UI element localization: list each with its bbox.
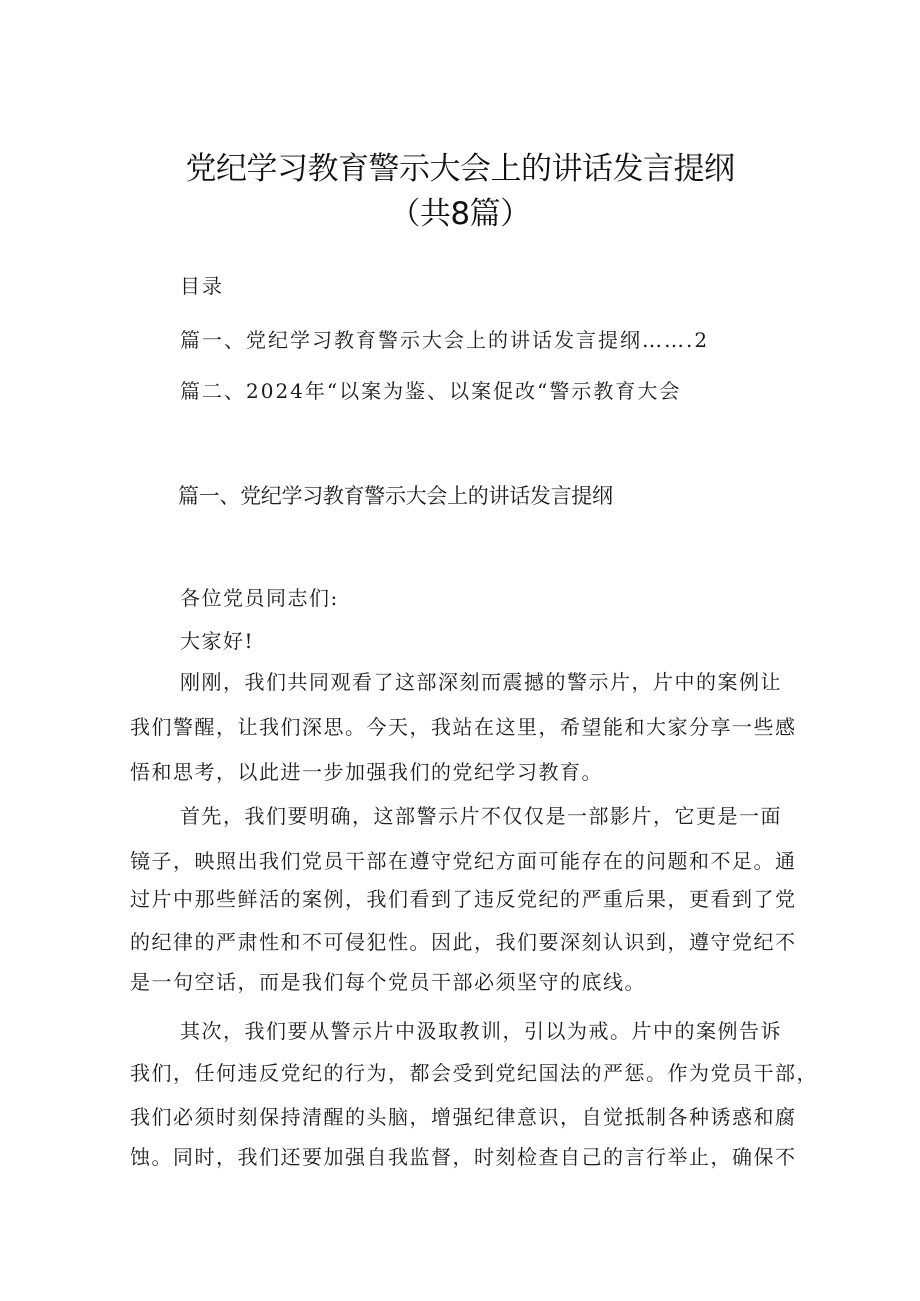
salutation: 各位党员同志们: xyxy=(180,586,339,610)
toc-item: 篇一、党纪学习教育警示大会上的讲话发言提纲…….2 xyxy=(180,328,710,352)
paragraph-line: 首先，我们要明确，这部警示片不仅仅是一部影片，它更是一面 xyxy=(180,804,782,828)
paragraph-line: 蚀。同时，我们还要加强自我监督，时刻检查自己的言行举止，确保不 xyxy=(130,1145,797,1169)
paragraph-line: 的纪律的严肃性和不可侵犯性。因此，我们要深刻认识到，遵守党纪不 xyxy=(130,930,797,954)
document-title: 党纪学习教育警示大会上的讲话发言提纲 xyxy=(185,151,735,187)
paragraph-line: 过片中那些鲜活的案例，我们看到了违反党纪的严重后果，更看到了党 xyxy=(130,887,797,911)
toc-item: 篇二、2024年“以案为鉴、以案促改“警示教育大会 xyxy=(180,379,682,403)
paragraph-line: 我们，任何违反党纪的行为，都会受到党纪国法的严惩。作为党员干部， xyxy=(130,1061,818,1085)
toc-heading: 目录 xyxy=(180,274,224,298)
paragraph-line: 我们必须时刻保持清醒的头脑，增强纪律意识，自觉抵制各种诱惑和腐 xyxy=(130,1105,797,1129)
paragraph-line: 刚刚，我们共同观看了这部深刻而震撼的警示片，片中的案例让 xyxy=(180,670,782,694)
paragraph-line: 是一句空话，而是我们每个党员干部必须坚守的底线。 xyxy=(130,970,646,994)
paragraph-line: 悟和思考，以此进一步加强我们的党纪学习教育。 xyxy=(130,760,603,784)
section-heading: 篇一、党纪学习教育警示大会上的讲话发言提纲 xyxy=(178,484,613,508)
paragraph-line: 其次，我们要从警示片中汲取教训，引以为戒。片中的案例告诉 xyxy=(180,1019,782,1043)
paragraph-line: 我们警醒，让我们深思。今天，我站在这里，希望能和大家分享一些感 xyxy=(130,715,797,739)
paragraph-line: 镜子，映照出我们党员干部在遵守党纪方面可能存在的问题和不足。通 xyxy=(130,849,797,873)
greeting: 大家好! xyxy=(180,629,255,653)
document-title-count: （共8篇） xyxy=(389,196,531,232)
